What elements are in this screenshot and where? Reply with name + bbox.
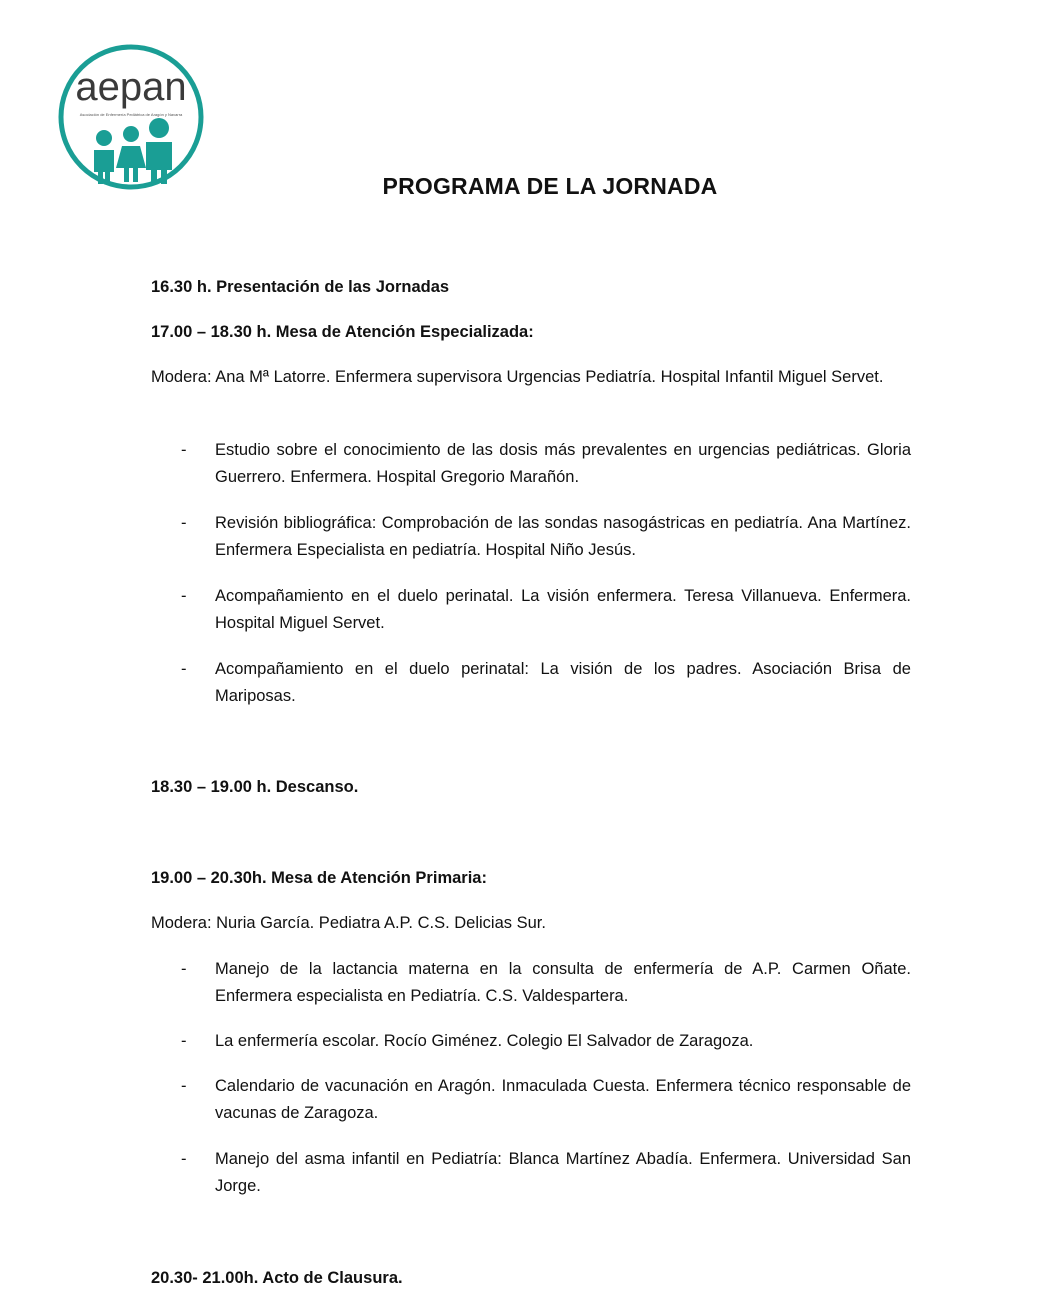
logo-brand-text: aepan (75, 65, 187, 109)
list-item (151, 656, 911, 710)
bullet-dash: - (181, 660, 187, 678)
list-item-text: Acompañamiento en el duelo perinatal: La visión de los padres. Asociación Brisa de Mariposas. (215, 660, 911, 705)
list-item-text: Calendario de vacunación en Aragón. Inmaculada Cuesta. Enfermera técnico responsable de vacunas de Zaragoza. (215, 1077, 911, 1122)
list-item (151, 437, 911, 491)
section-specialized-heading: 17.00 – 18.30 h. Mesa de Atención Especializada: (151, 323, 534, 341)
list-item (151, 956, 911, 1010)
list-item (151, 583, 911, 637)
list-item (151, 1146, 911, 1200)
list-item (151, 510, 911, 564)
list-item-text: Revisión bibliográfica: Comprobación de las sondas nasogástricas en pediatría. Ana Martínez. Enfermera Especialista en pediatría. Hospital Niño Jesús. (215, 514, 911, 559)
section-closing-heading: 20.30- 21.00h. Acto de Clausura. (151, 1269, 403, 1287)
list-item-text: Estudio sobre el conocimiento de las dosis más prevalentes en urgencias pediátricas. Gloria Guerrero. Enfermera. Hospital Gregorio Marañón. (215, 441, 911, 486)
list-item (151, 1073, 911, 1127)
list-item-text: La enfermería escolar. Rocío Giménez. Colegio El Salvador de Zaragoza. (215, 1032, 754, 1050)
list-item-text: Acompañamiento en el duelo perinatal. La visión enfermera. Teresa Villanueva. Enfermera. Hospital Miguel Servet. (215, 587, 911, 632)
section-break-heading: 18.30 – 19.00 h. Descanso. (151, 778, 359, 796)
section-primary-moderator: Modera: Nuria García. Pediatra A.P. C.S. Delicias Sur. (151, 914, 546, 932)
bullet-dash: - (181, 1150, 187, 1168)
list-item-text: Manejo de la lactancia materna en la consulta de enfermería de A.P. Carmen Oñate. Enfermera especialista en Pediatría. C.S. Valdespartera. (215, 960, 911, 1005)
section-primary-heading: 19.00 – 20.30h. Mesa de Atención Primaria: (151, 869, 487, 887)
section-specialized-moderator: Modera: Ana Mª Latorre. Enfermera supervisora Urgencias Pediatría. Hospital Infantil Miguel Servet. (151, 368, 884, 386)
bullet-dash: - (181, 514, 187, 532)
list-item (151, 1028, 911, 1055)
bullet-dash: - (181, 587, 187, 605)
logo-tagline: Asociación de Enfermería Pediátrica de Aragón y Navarra (79, 112, 183, 117)
bullet-dash: - (181, 1077, 187, 1095)
logo-graphic (56, 42, 206, 192)
page-title: PROGRAMA DE LA JORNADA (382, 173, 718, 199)
bullet-dash: - (181, 441, 187, 459)
list-item-text: Manejo del asma infantil en Pediatría: Blanca Martínez Abadía. Enfermera. Universidad San Jorge. (215, 1150, 911, 1195)
section-presentation-heading: 16.30 h. Presentación de las Jornadas (151, 278, 450, 296)
bullet-dash: - (181, 960, 187, 978)
bullet-dash: - (181, 1032, 187, 1050)
aepan-logo (56, 42, 206, 192)
